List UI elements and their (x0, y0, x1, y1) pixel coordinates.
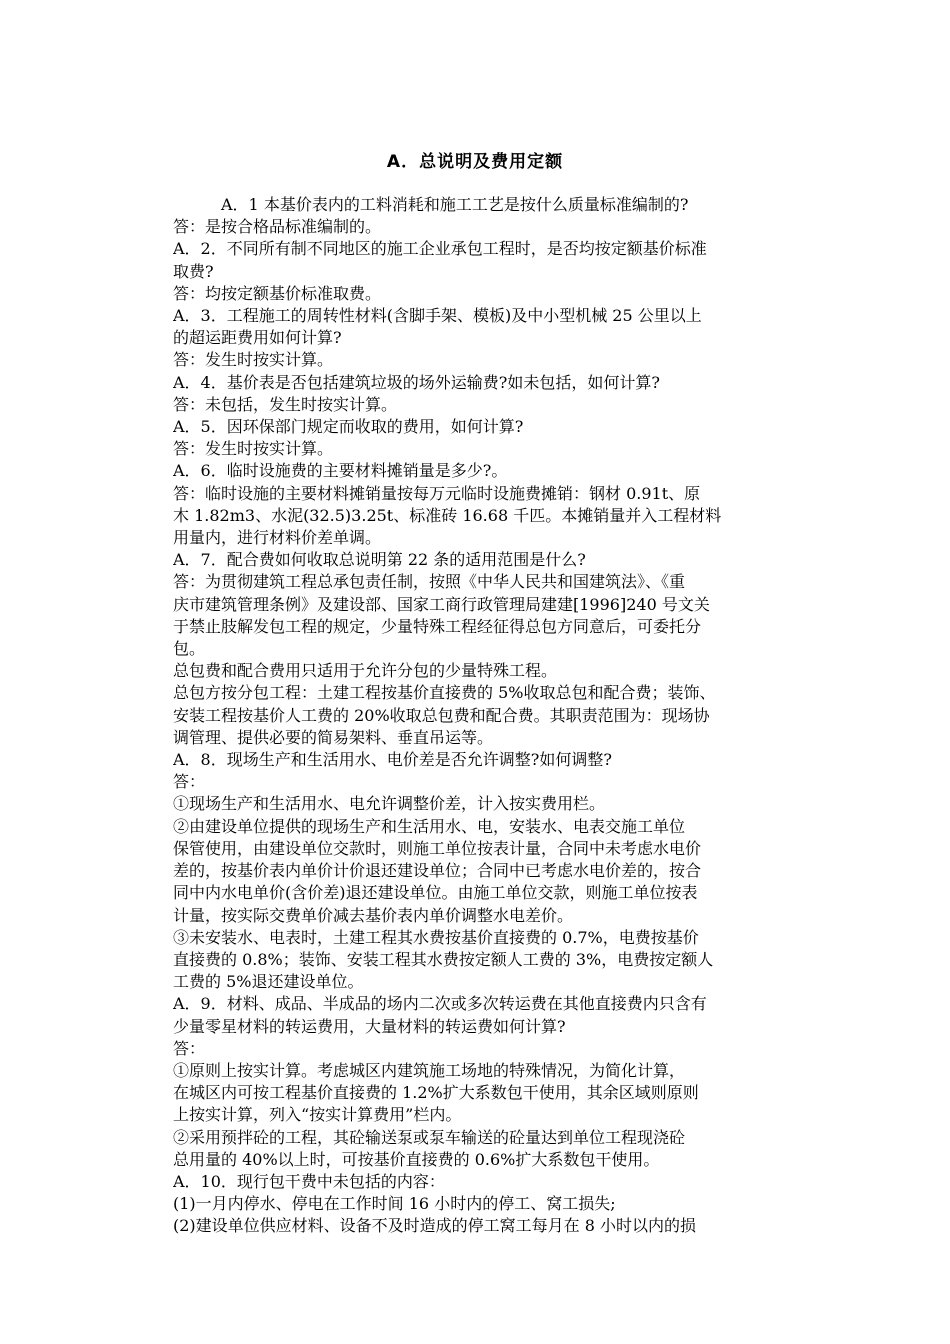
text-line: 答：为贯彻建筑工程总承包责任制，按照《中华人民共和国建筑法》、《重 (173, 572, 686, 592)
text-line: A．3．工程施工的周转性材料(含脚手架、模板)及中小型机械 25 公里以上 (173, 306, 702, 326)
text-line: 在城区内可按工程基价直接费的 1.2%扩大系数包干使用，其余区域则原则 (173, 1083, 699, 1103)
text-line: ①现场生产和生活用水、电允许调整价差，计入按实费用栏。 (173, 794, 606, 814)
text-line: ①原则上按实计算。考虑城区内建筑施工场地的特殊情况，为简化计算， (173, 1060, 686, 1080)
text-line: (2)建设单位供应材料、设备不及时造成的停工窝工每月在 8 小时以内的损 (173, 1216, 697, 1236)
text-line: 安装工程按基价人工费的 20%收取总包费和配合费。其职责范围为：现场协 (173, 705, 710, 725)
text-line: 取费? (173, 261, 214, 281)
text-line: 用量内，进行材料价差单调。 (173, 528, 382, 548)
text-line: 答：均按定额基价标准取费。 (173, 283, 382, 303)
text-line: 总包费和配合费用只适用于允许分包的少量特殊工程。 (173, 661, 558, 681)
text-line: 庆市建筑管理条例》及建设部、国家工商行政管理局建建[1996]240 号文关 (173, 594, 710, 614)
text-line: 总包方按分包工程：土建工程按基价直接费的 5%收取总包和配合费；装饰、 (173, 683, 716, 703)
text-line: 答：发生时按实计算。 (173, 350, 334, 370)
text-line: 答：发生时按实计算。 (173, 439, 334, 459)
text-line: 答：临时设施的主要材料摊销量按每万元临时设施费摊销：钢材 0.91t、原 (173, 483, 701, 503)
text-line: 答：未包括，发生时按实计算。 (173, 394, 398, 414)
document-body (173, 194, 813, 1238)
text-line: ②由建设单位提供的现场生产和生活用水、电，安装水、电表交施工单位 (173, 816, 686, 836)
text-line: 的超运距费用如何计算? (173, 328, 342, 348)
text-line: 工费的 5%退还建设单位。 (173, 972, 364, 992)
text-line: A．2．不同所有制不同地区的施工企业承包工程时，是否均按定额基价标准 (173, 239, 707, 259)
text-line: 少量零星材料的转运费用，大量材料的转运费如何计算? (173, 1016, 566, 1036)
text-line: (1)一月内停水、停电在工作时间 16 小时内的停工、窝工损失; (173, 1194, 616, 1214)
text-line: 于禁止肢解发包工程的规定，少量特殊工程经征得总包方同意后，可委托分 (173, 616, 702, 636)
text-line: 差的，按基价表内单价计价退还建设单位；合同中已考虑水电价差的，按合 (173, 861, 702, 881)
text-line: 直接费的 0.8%；装饰、安装工程其水费按定额人工费的 3%，电费按定额人 (173, 949, 714, 969)
text-line: A．7．配合费如何收取总说明第 22 条的适用范围是什么? (173, 550, 586, 570)
text-line: 同中内水电单价(含价差)退还建设单位。由施工单位交款，则施工单位按表 (173, 883, 698, 903)
text-line: A．10．现行包干费中未包括的内容： (173, 1171, 445, 1191)
section-title: A．总说明及费用定额 (386, 152, 564, 172)
text-line: ②采用预拌砼的工程，其砼输送泵或泵车输送的砼量达到单位工程现浇砼 (173, 1127, 686, 1147)
text-line: 调管理、提供必要的简易架料、垂直吊运等。 (173, 727, 494, 747)
text-line: A．5．因环保部门规定而收取的费用，如何计算? (173, 417, 524, 437)
text-line: 保管使用，由建设单位交款时，则施工单位按表计量，合同中未考虑水电价 (173, 838, 702, 858)
text-line: 总用量的 40%以上时，可按基价直接费的 0.6%扩大系数包干使用。 (173, 1149, 660, 1169)
text-line: 答： (173, 772, 206, 792)
text-line: ③未安装水、电表时，土建工程其水费按基价直接费的 0.7%，电费按基价 (173, 927, 699, 947)
text-line: A．9．材料、成品、半成品的场内二次或多次转运费在其他直接费内只含有 (173, 994, 707, 1014)
text-line: A．4．基价表是否包括建筑垃圾的场外运输费?如未包括，如何计算? (173, 372, 660, 392)
text-line: A．8．现场生产和生活用水、电价差是否允许调整?如何调整? (173, 750, 612, 770)
text-line: 包。 (173, 639, 206, 659)
text-line: A．1 本基价表内的工料消耗和施工工艺是按什么质量标准编制的? (221, 195, 689, 214)
text-line: 答： (173, 1038, 206, 1058)
text-line: 上按实计算，列入“按实计算费用”栏内。 (173, 1105, 462, 1125)
text-line: 木 1.82m3、水泥(32.5)3.25t、标准砖 16.68 千匹。本摊销量并入工程材料 (173, 505, 722, 525)
text-line: 答：是按合格品标准编制的。 (173, 217, 382, 237)
text-line: A．6．临时设施费的主要材料摊销量是多少?。 (173, 461, 508, 481)
text-line: 计量，按实际交费单价减去基价表内单价调整水电差价。 (173, 905, 574, 925)
